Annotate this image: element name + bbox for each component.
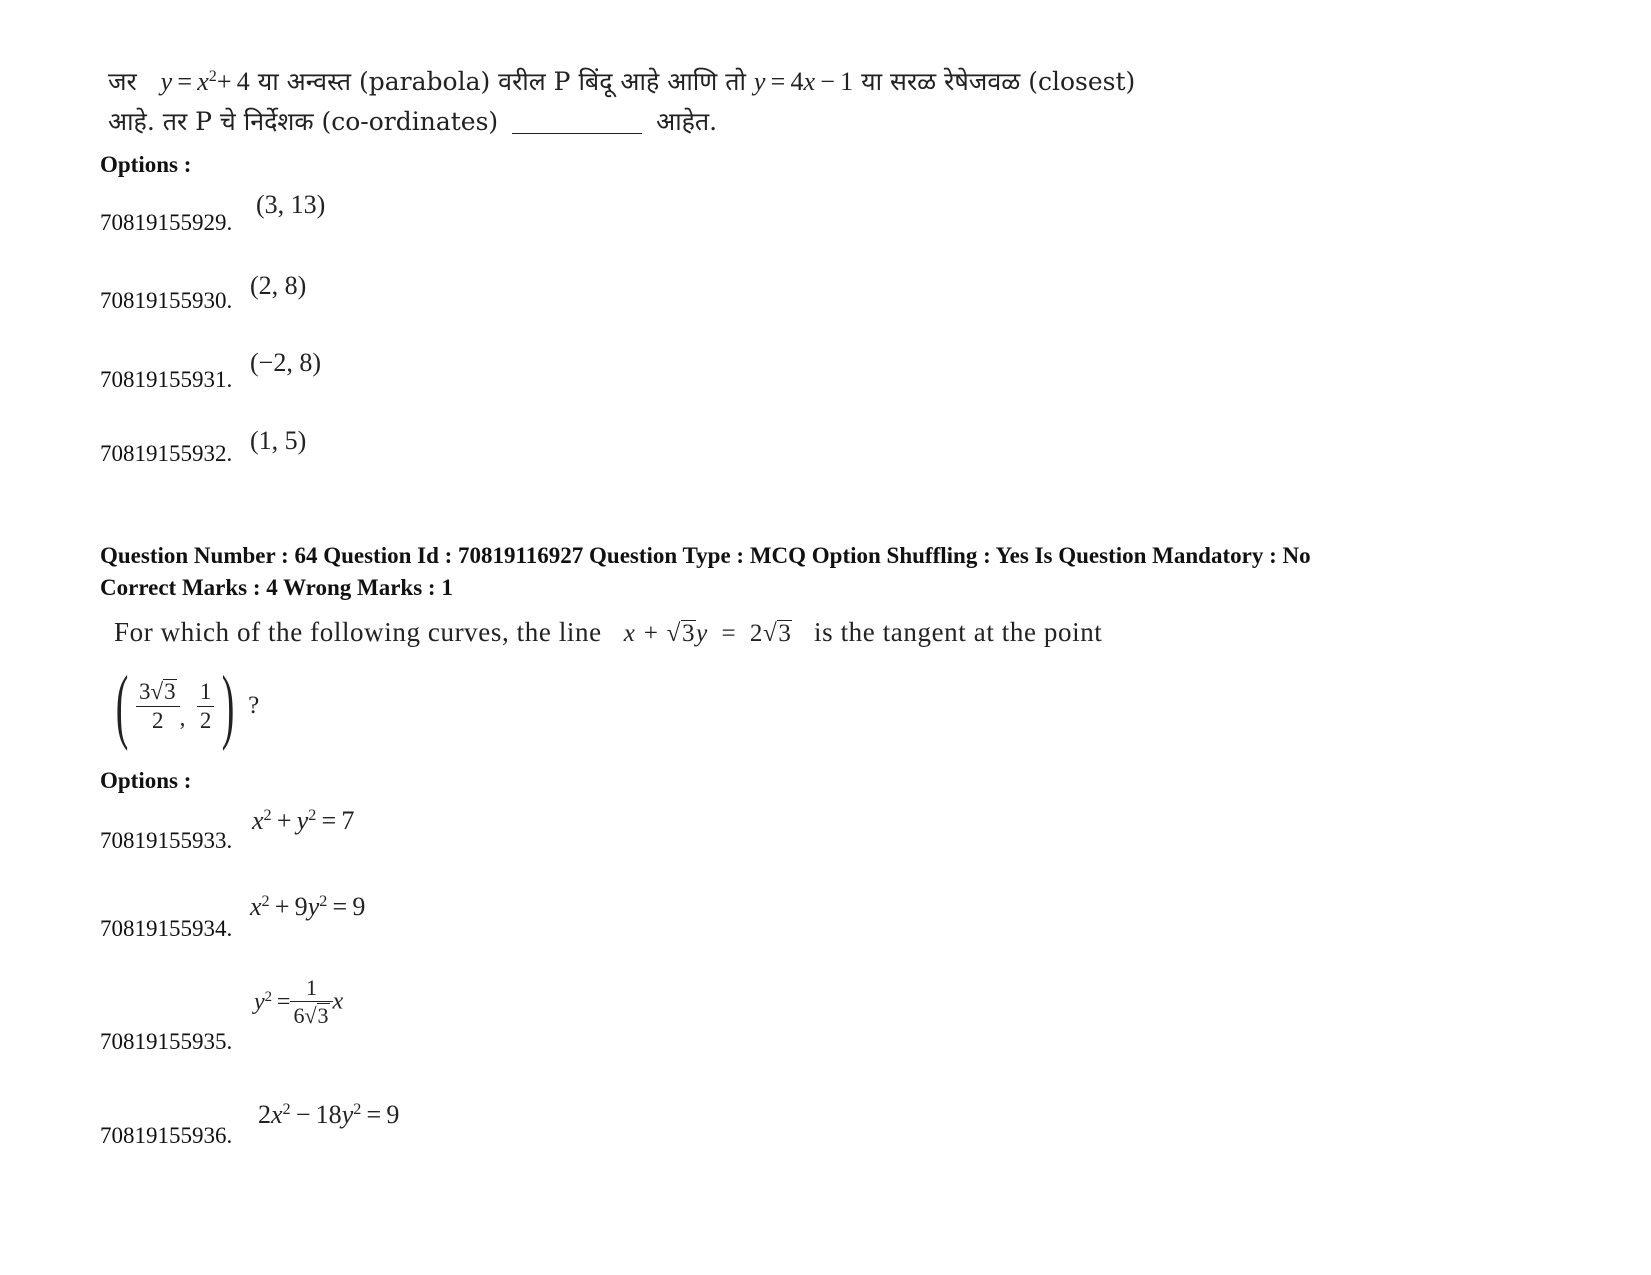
q64-line-eq-sign: = xyxy=(721,620,737,647)
q63-line-equation: y = 4x − 1 xyxy=(753,67,854,96)
left-paren: ( xyxy=(115,659,129,752)
sqrt-sign: √3 xyxy=(304,1003,329,1029)
q64-stem-suffix: is the tangent at the point xyxy=(814,617,1103,647)
q64-meta-line-1: Question Number : 64 Question Id : 70819116927 Question Type : MCQ Option Shuffling : Yes Is Question Mandatory : No xyxy=(100,543,1311,568)
q64-option-1-id: 70819155933. xyxy=(100,828,233,853)
q64-line-equation xyxy=(624,620,800,647)
q63-option-2-value: (2, 8) xyxy=(250,271,307,300)
q63-option-3-value: (−2, 8) xyxy=(250,348,321,377)
sqrt-sign: √3 xyxy=(666,620,696,647)
q63-option-1-value: (3, 13) xyxy=(256,190,326,219)
q64-tangent-point xyxy=(108,659,260,752)
sqrt-sign: √3 xyxy=(150,679,176,705)
right-paren: ) xyxy=(222,659,235,752)
q63-option-4-id: 70819155932. xyxy=(100,441,233,466)
q64-line-coef: 2 xyxy=(749,620,764,647)
q64-option-3-id: 70819155935. xyxy=(100,1029,233,1054)
q63-option-1-id: 70819155929. xyxy=(100,210,233,235)
q64-option-3-value: $y^2$ = $\frac{1}{6√3}$ x xyxy=(254,975,344,1029)
q63-options-label: Options : xyxy=(100,152,192,177)
q64-option-4-value: $2x^2 - 18y^2 = 9$ xyxy=(258,1100,400,1129)
q64-option-4-id: 70819155936. xyxy=(100,1123,233,1148)
q63-stem-line-1 xyxy=(108,64,1135,98)
answer-blank xyxy=(512,113,642,134)
question-mark: ? xyxy=(248,692,260,719)
q64-option-1-value: $x^2 + y^2 = 7$ xyxy=(252,806,355,835)
point-y-fraction: $\frac{1}{2}$ xyxy=(197,679,215,733)
option-3-fraction: $\frac{1}{6√3}$ xyxy=(290,976,332,1028)
q63-stem-line-2 xyxy=(108,104,717,138)
q64-meta-line-2: Correct Marks : 4 Wrong Marks : 1 xyxy=(100,575,453,600)
q64-line-y: y xyxy=(696,620,708,647)
q63-option-3-id: 70819155931. xyxy=(100,367,233,392)
q63-stem-suffix: या सरळ रेषेजवळ (closest) xyxy=(861,67,1136,96)
q63-stem-line2-suffix: आहेत. xyxy=(656,107,718,136)
sqrt-sign: √3 xyxy=(763,620,792,647)
q64-stem-prefix: For which of the following curves, the line xyxy=(114,617,602,647)
q63-stem-prefix: जर xyxy=(108,67,137,96)
q63-option-4-value: (1, 5) xyxy=(250,426,307,455)
point-x-fraction: $\frac{3√3}{2}$ xyxy=(136,679,180,733)
q63-parabola-equation: $y = x^2+ 4$ xyxy=(160,67,250,96)
q64-option-2-value: $x^2 + 9y^2 = 9$ xyxy=(250,892,366,921)
q63-stem-line2-prefix: आहे. तर P चे निर्देशक (co-ordinates) xyxy=(108,107,499,136)
point-separator: , xyxy=(179,705,186,731)
q63-stem-mid: या अन्वस्त (parabola) वरील P बिंदू आहे आणि तो xyxy=(257,67,746,96)
q64-stem-line-1 xyxy=(114,617,1102,648)
q64-line-x: x + xyxy=(623,620,660,647)
q64-options-label: Options : xyxy=(100,768,192,793)
q64-option-2-id: 70819155934. xyxy=(100,916,233,941)
q63-option-2-id: 70819155930. xyxy=(100,288,233,313)
